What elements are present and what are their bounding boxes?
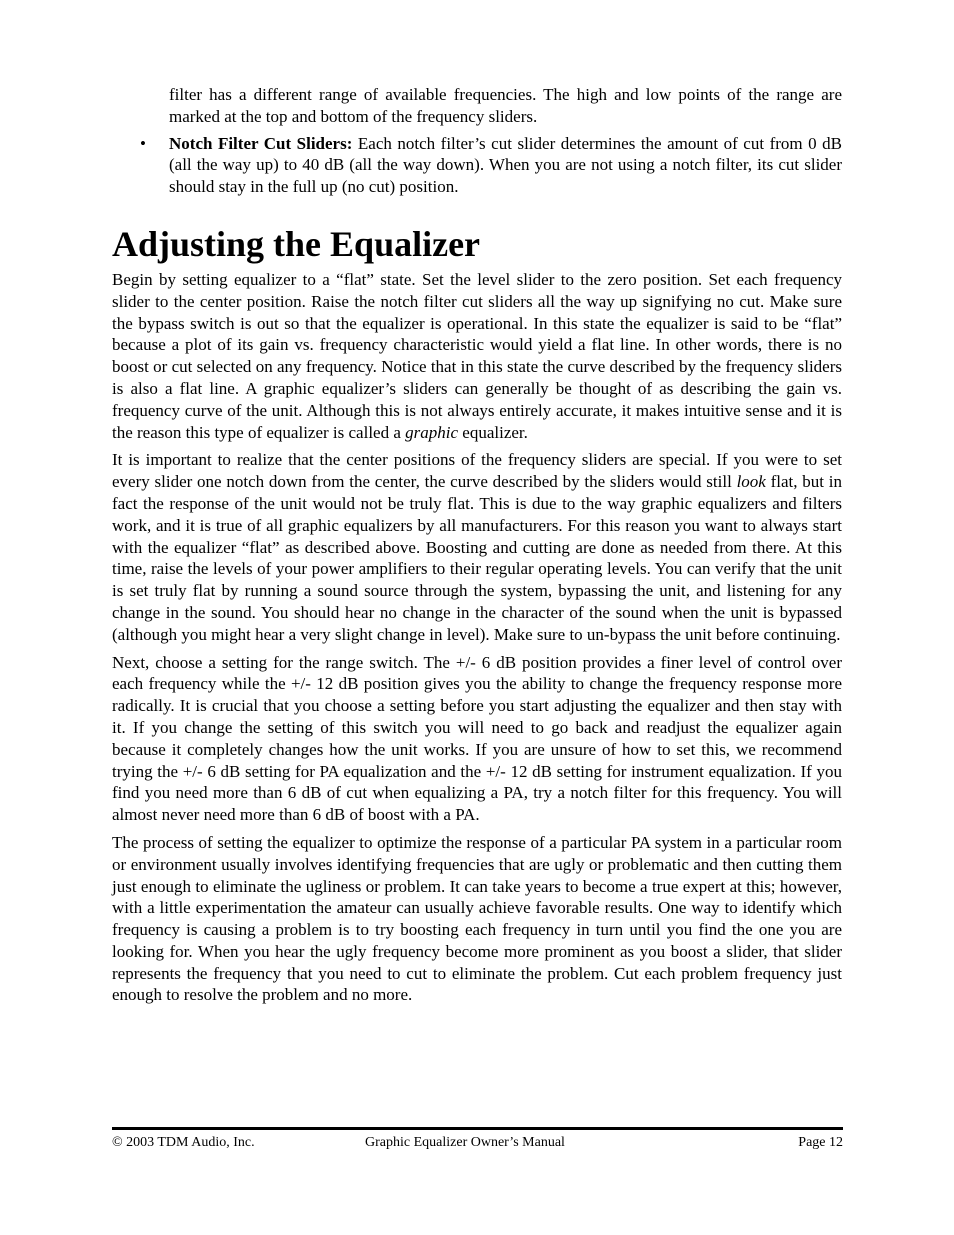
page-content [112, 84, 842, 1012]
paragraph-process: The process of setting the equalizer to optimize the response of a particular PA system in a particular room or environment usually involves identifying frequencies that are ugly or problematic and then cutting them just enough to eliminate the ugliness or problem. It can take years to become a true expert at this; however, with a little experimentation the amateur can usually achieve favorable results. One way to identify which frequency is causing a problem is to try boosting each frequency in turn until you find the one you are looking for. When you hear the ugly frequency become more prominent as you boost a slider, that slider represents the frequency that you need to cut to eliminate the problem. Cut each problem frequency just enough to resolve the problem and no more. [112, 832, 842, 1005]
continued-paragraph: filter has a different range of available frequencies. The high and low points of the range are marked at the top and bottom of the frequency sliders. [169, 85, 842, 126]
paragraph-flat-state [112, 269, 842, 443]
paragraph-center-positions [112, 449, 842, 645]
section-heading: Adjusting the Equalizer [112, 223, 481, 264]
paragraph-text: Begin by setting equalizer to a “flat” state. Set the level slider to the zero position. Set each frequency slider to the center position. Raise the notch filter cut sliders all the way up signifying no cut. Make sure the bypass switch is out so that the equalizer is operational. In this state the equalizer is said to be “flat” because a plot of its gain vs. frequency characteristic would yield a flat line. In other words, there is no boost or cut selected on any frequency. Notice that in this state the curve described by the frequency sliders is also a flat line. A graphic equalizer’s sliders can generally be thought of as describing the gain vs. frequency curve of the unit. Although this is not always entirely accurate, it makes intuitive sense and it is the reason this type of equalizer is called a [112, 269, 842, 442]
bullet-item-notch-filter-cut-sliders [112, 133, 842, 198]
bullet-term: Notch Filter Cut Sliders: [169, 133, 353, 153]
bullet-list [112, 133, 842, 198]
paragraph-text-end: equalizer. [458, 422, 528, 442]
italic-word-look: look [736, 472, 766, 492]
paragraph-text: It is important to realize that the center positions of the frequency sliders are special. If you were to set every slider one notch down from the center, the curve described by the sliders would still [112, 450, 842, 492]
footer-title: Graphic Equalizer Owner’s Manual [365, 1135, 565, 1150]
page-footer [112, 1127, 843, 1150]
italic-word-graphic: graphic [405, 422, 459, 442]
paragraph-text-end: flat, but in fact the response of the unit would not be truly flat. This is due to the way graphic equalizers and filters work, and it is true of all graphic equalizers by all manufacturers. For this reason you want to always start with the equalizer “flat” as described above. Boosting and cutting are done as needed from there. At this time, raise the levels of your power amplifiers to their regular operating levels. You can verify that the unit is set truly flat by running a sound source through the system, bypassing the unit, and listening for any change in the sound. You should hear no change in the character of the sound when the unit is bypassed (although you might hear a very slight change in level). Make sure to un-bypass the unit before continuing. [112, 472, 842, 644]
bullet-marker: • [140, 133, 146, 153]
footer-page-number: Page 12 [798, 1135, 843, 1150]
bullet-text: Each notch filter’s cut slider determines the amount of cut from 0 dB (all the way up) to 40 dB (all the way down). When you are not using a notch filter, its cut slider should stay in the full up (no cut) position. [169, 133, 842, 197]
footer-copyright: © 2003 TDM Audio, Inc. [112, 1135, 255, 1150]
paragraph-range-switch: Next, choose a setting for the range switch. The +/- 6 dB position provides a finer level of control over each frequency while the +/- 12 dB position gives you the ability to change the frequency response more radically. It is crucial that you choose a setting before you start adjusting the equalizer and then stay with it. If you change the setting of this switch you will need to go back and readjust the equalizer again because it completely changes how the unit works. If you are unsure of how to set this, we recommend trying the +/- 6 dB setting for PA equalization and the +/- 12 dB setting for instrument equalization. If you find you need more than 6 dB of cut when equalizing a PA, try a notch filter for this frequency. You will almost never need more than 6 dB of boost with a PA. [112, 652, 842, 825]
